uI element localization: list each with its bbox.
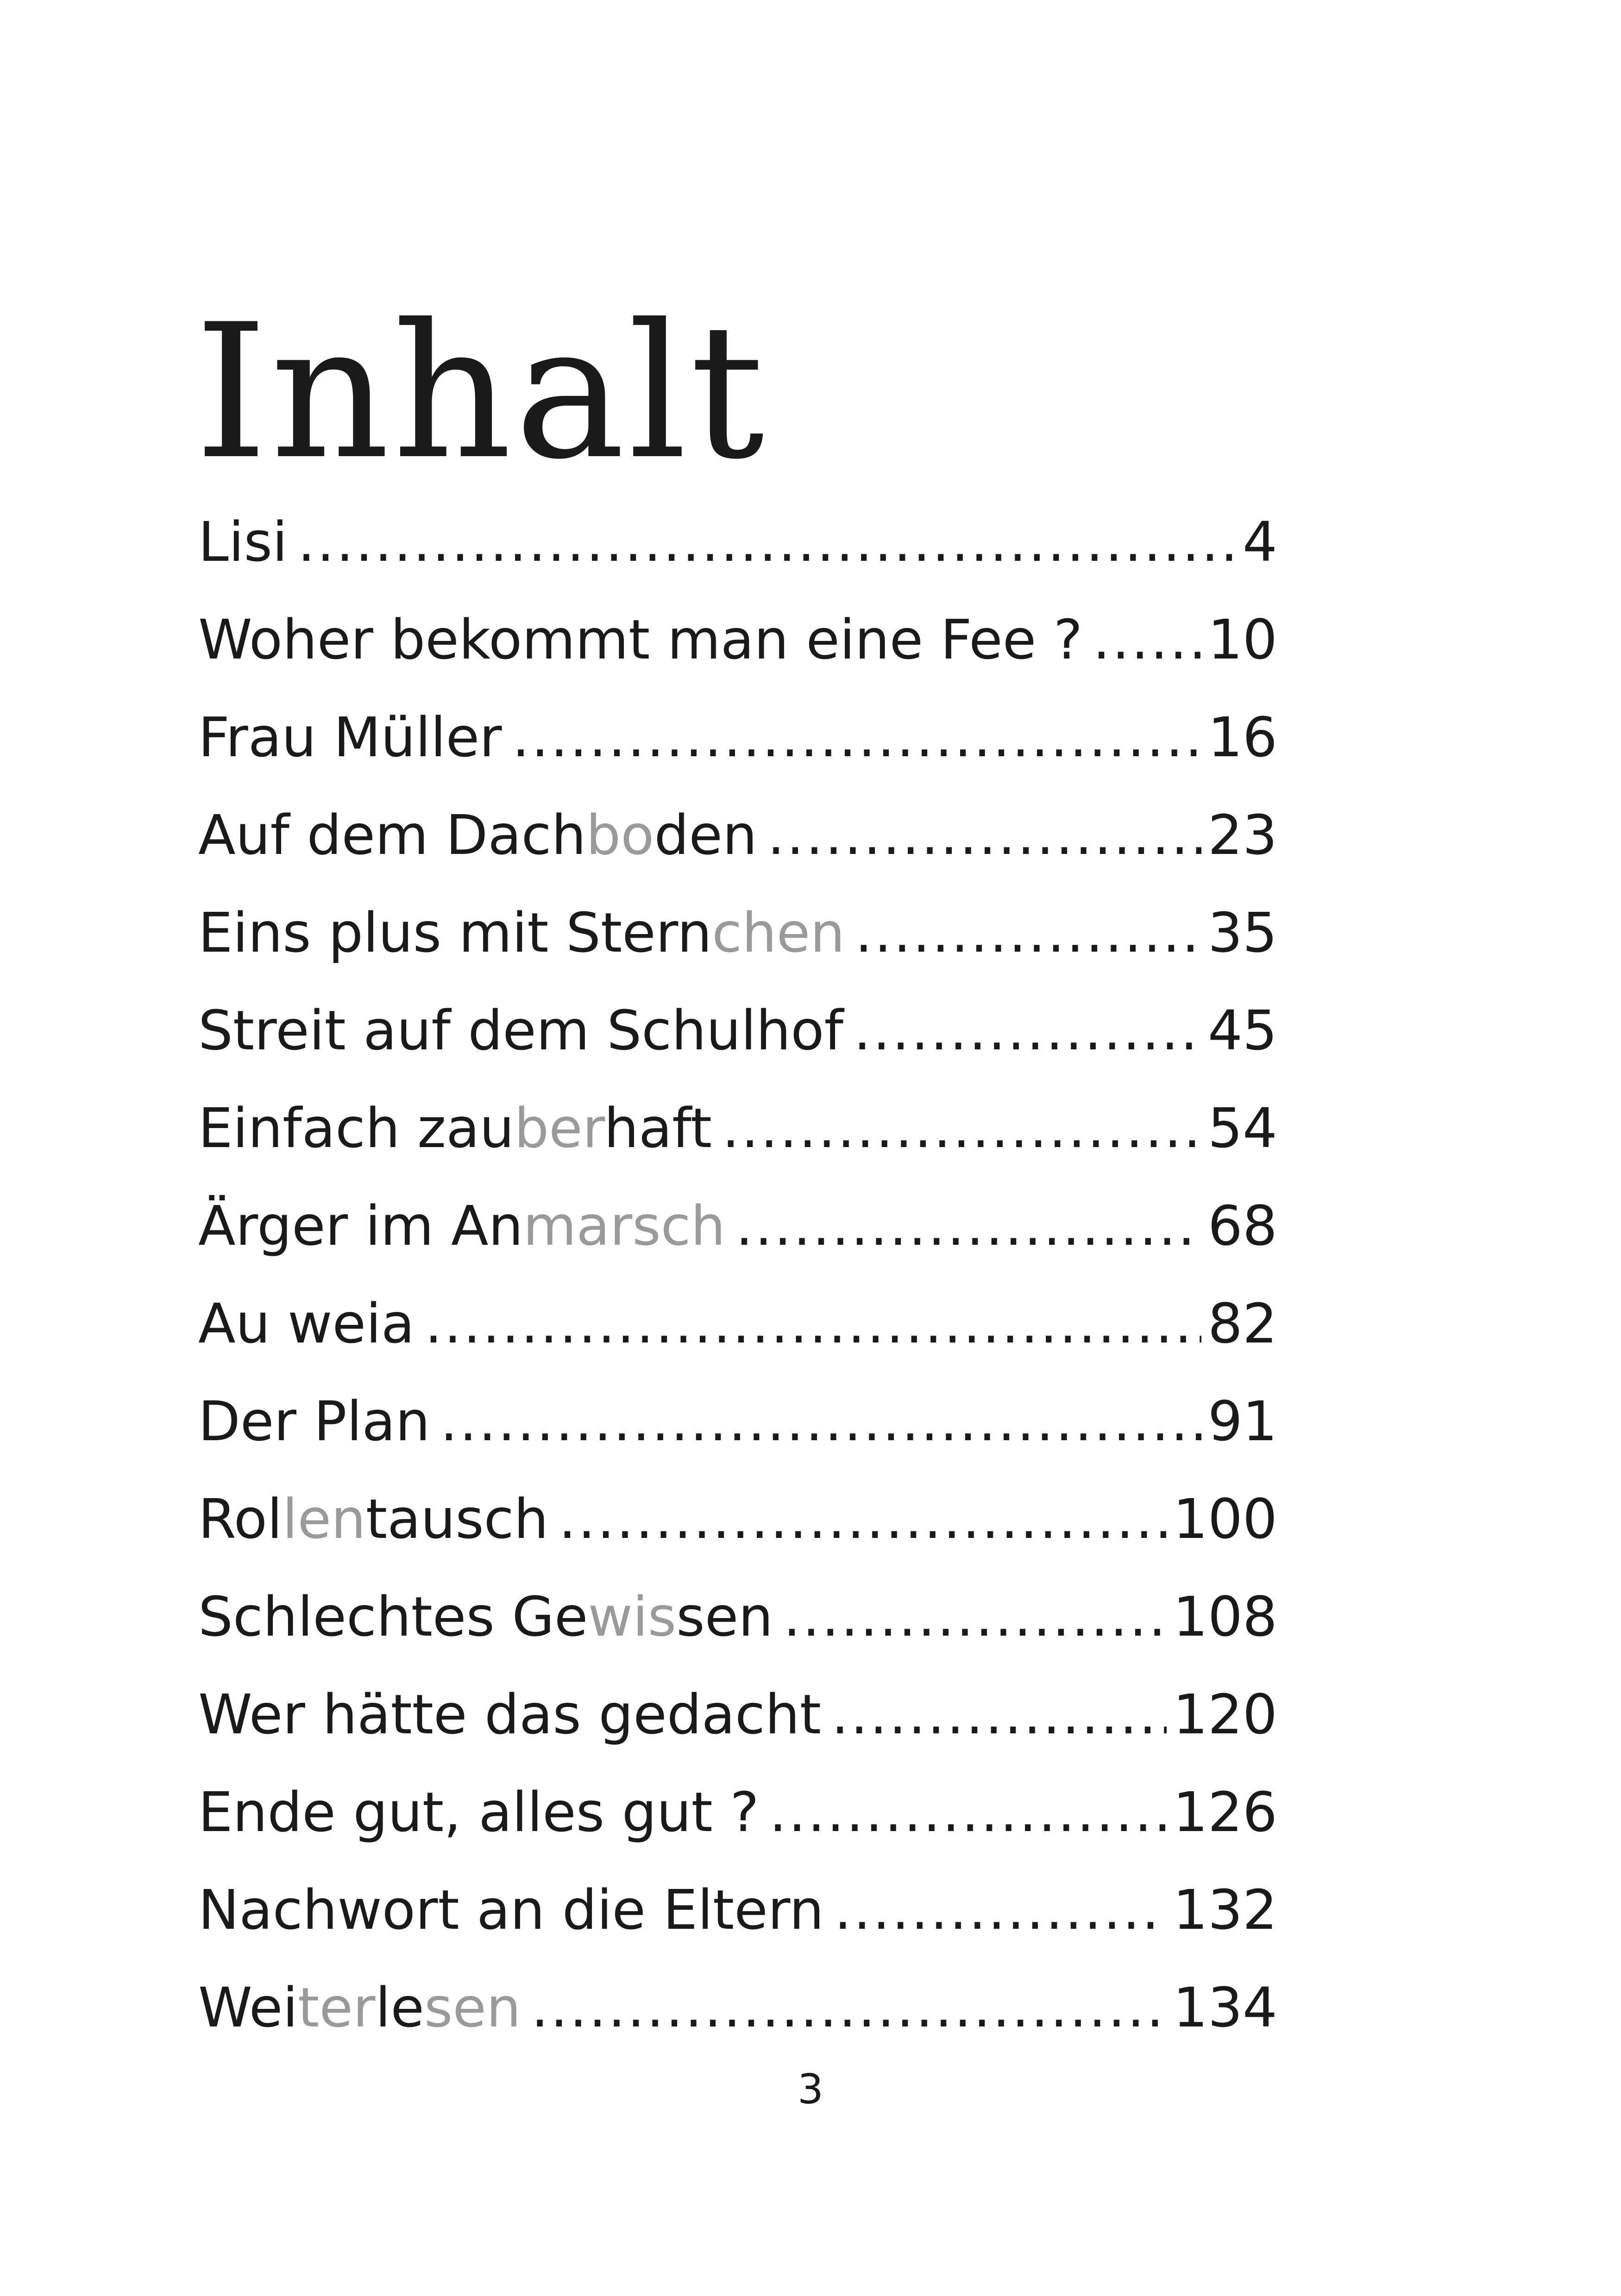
toc-entry-title [198, 1861, 824, 1959]
syllable-text: sen [676, 1585, 773, 1649]
syllable-highlight: marsch [523, 1194, 726, 1258]
dot-leader [722, 1079, 1201, 1177]
toc-entry [198, 1177, 1277, 1275]
toc-entry [198, 884, 1277, 982]
table-of-contents [198, 493, 1277, 2057]
syllable-highlight: ter [298, 1976, 376, 2039]
page-number: 3 [798, 2065, 823, 2113]
toc-entry-title [198, 1470, 548, 1568]
toc-entry-title [198, 786, 757, 884]
syllable-text: le [375, 1976, 424, 2039]
toc-entry-page: 54 [1207, 1096, 1277, 1160]
syllable-highlight: ber [514, 1096, 604, 1160]
syllable-text: Einfach zau [198, 1096, 515, 1160]
toc-entry-page: 126 [1173, 1780, 1277, 1844]
dot-leader [559, 1470, 1166, 1568]
syllable-text: Ärger im An [198, 1194, 523, 1258]
toc-entry [198, 591, 1277, 689]
dot-leader [512, 689, 1201, 786]
toc-entry [198, 1079, 1277, 1177]
dot-leader [1093, 591, 1201, 689]
toc-entry-page: 132 [1173, 1878, 1277, 1942]
toc-entry [198, 1275, 1277, 1373]
syllable-text: Lisi [198, 510, 288, 574]
syllable-text: Wei [198, 1976, 298, 2039]
dot-leader [298, 493, 1236, 591]
toc-entry-page: 134 [1173, 1976, 1277, 2039]
toc-entry-page: 91 [1207, 1389, 1277, 1453]
syllable-highlight: chen [712, 901, 845, 965]
toc-entry-title [198, 982, 843, 1079]
toc-entry-title [198, 1959, 521, 2057]
dot-leader [735, 1177, 1201, 1275]
syllable-text: Eins plus mit Stern [198, 901, 712, 965]
toc-entry [198, 786, 1277, 884]
toc-entry-page: 45 [1207, 998, 1277, 1062]
dot-leader [425, 1275, 1201, 1373]
toc-entry-page: 10 [1207, 608, 1277, 671]
dot-leader [831, 1666, 1167, 1763]
syllable-text: haft [604, 1096, 712, 1160]
toc-entry-title [198, 689, 502, 786]
toc-entry-title [198, 1763, 759, 1861]
syllable-text: Auf dem Dach [198, 803, 586, 867]
toc-entry-title [198, 1373, 430, 1470]
dot-leader [767, 786, 1201, 884]
syllable-text: Au weia [198, 1292, 415, 1355]
toc-entry-title [198, 884, 845, 982]
toc-entry-title [198, 1666, 821, 1763]
toc-entry-page: 82 [1207, 1292, 1277, 1355]
syllable-highlight: len [282, 1487, 366, 1551]
toc-entry [198, 1568, 1277, 1666]
dot-leader [834, 1861, 1167, 1959]
syllable-highlight: wis [588, 1585, 677, 1649]
toc-entry-page: 23 [1207, 803, 1277, 867]
dot-leader [783, 1568, 1167, 1666]
toc-entry-title [198, 1275, 415, 1373]
dot-leader [855, 884, 1201, 982]
syllable-text: Ende gut, alles gut ? [198, 1780, 759, 1844]
syllable-text: Streit auf dem Schulhof [198, 998, 844, 1062]
syllable-text: Wer hätte das gedacht [198, 1682, 821, 1746]
toc-entry [198, 1666, 1277, 1763]
toc-entry-title [198, 1568, 773, 1666]
syllable-text: Frau Müller [198, 705, 502, 769]
toc-entry [198, 493, 1277, 591]
toc-entry [198, 982, 1277, 1079]
syllable-text: Woher bekommt man eine Fee ? [198, 608, 1083, 671]
toc-entry [198, 1373, 1277, 1470]
page-title: Inhalt [195, 285, 767, 500]
syllable-highlight: sen [424, 1976, 521, 2039]
toc-entry-title [198, 591, 1082, 689]
syllable-text: tausch [365, 1487, 549, 1551]
toc-entry-page: 108 [1173, 1585, 1277, 1649]
toc-entry-title [198, 1079, 712, 1177]
toc-entry [198, 1861, 1277, 1959]
toc-entry-page: 16 [1207, 705, 1277, 769]
dot-leader [531, 1959, 1167, 2057]
syllable-text: Der Plan [198, 1389, 430, 1453]
toc-entry-title [198, 493, 288, 591]
dot-leader [440, 1373, 1201, 1470]
syllable-text: Schlechtes Ge [198, 1585, 588, 1649]
syllable-highlight: bo [586, 803, 654, 867]
syllable-text: Nachwort an die Eltern [198, 1878, 824, 1942]
toc-entry-page: 120 [1173, 1682, 1277, 1746]
toc-entry [198, 1470, 1277, 1568]
dot-leader [769, 1763, 1167, 1861]
syllable-text: den [654, 803, 757, 867]
dot-leader [854, 982, 1201, 1079]
toc-entry-page: 68 [1207, 1194, 1277, 1258]
toc-entry-page: 4 [1242, 510, 1277, 574]
toc-entry [198, 689, 1277, 786]
toc-entry [198, 1763, 1277, 1861]
toc-entry-page: 100 [1173, 1487, 1277, 1551]
toc-entry-page: 35 [1207, 901, 1277, 965]
toc-entry-title [198, 1177, 725, 1275]
syllable-text: Rol [198, 1487, 283, 1551]
toc-entry [198, 1959, 1277, 2057]
